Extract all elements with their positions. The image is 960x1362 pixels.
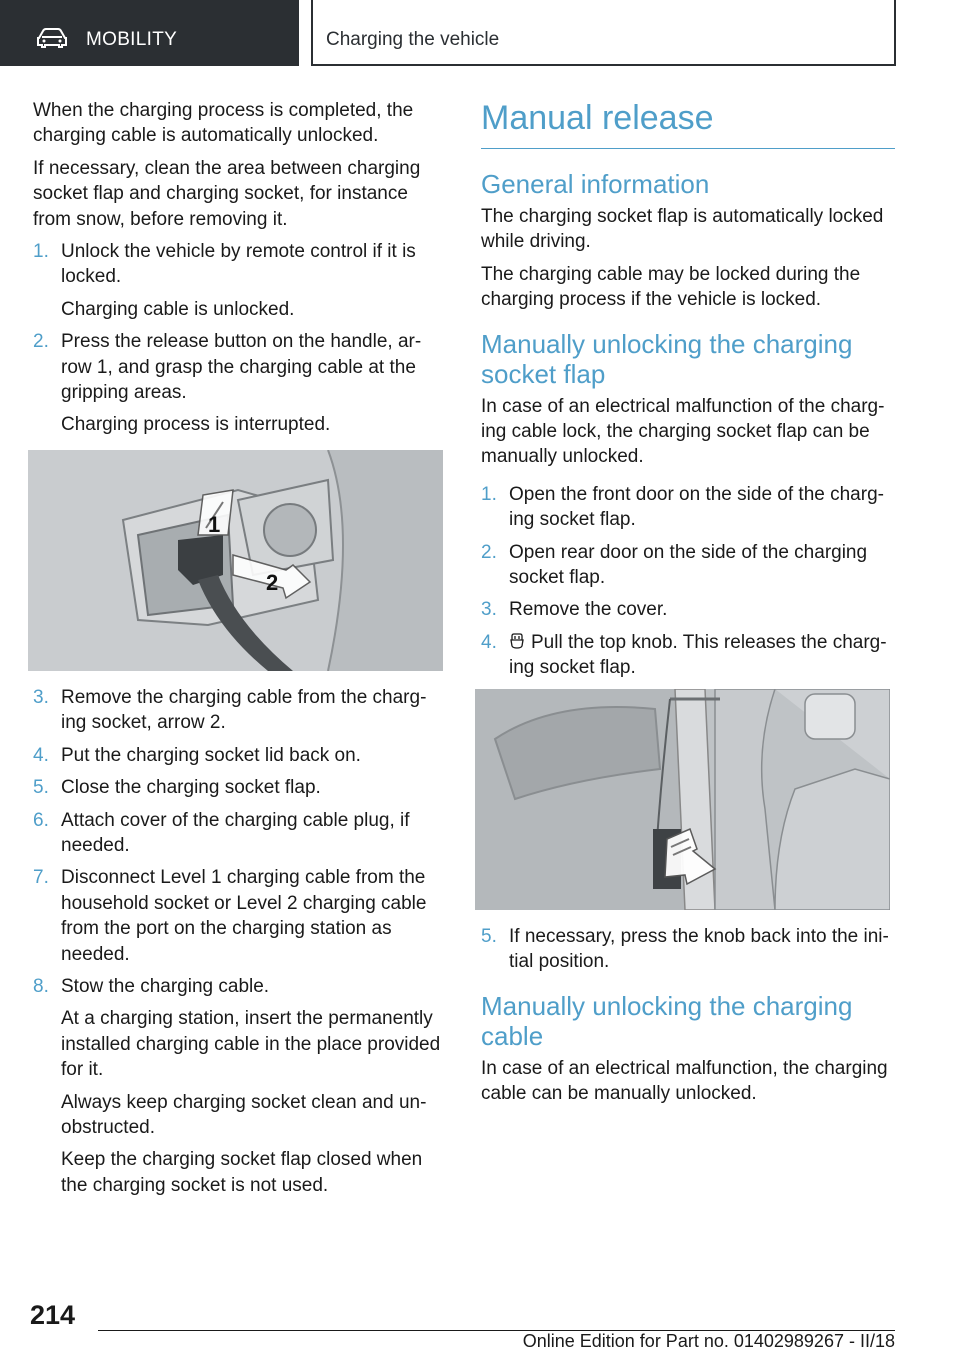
arrow-label-2: 2 <box>266 569 279 595</box>
step-text: Disconnect Level 1 charging cable from the household socket or Level 2 charging cable from the port on the charging station as needed. <box>61 867 427 965</box>
knob-illustration <box>475 689 890 910</box>
step-text: Open the front door on the side of the charg‐ ing socket flap. <box>509 483 884 531</box>
step-number: 5. <box>33 777 49 799</box>
step-text: Stow the charging cable. <box>61 975 270 997</box>
charging-socket-illustration <box>28 450 443 671</box>
section-heading: Manually unlocking the charging socket flap <box>481 328 853 389</box>
step-text: If necessary, press the knob back into the ini‐ tial position. <box>509 925 889 973</box>
chapter-title: Manual release <box>481 98 895 149</box>
socket-flap-icon <box>509 632 525 650</box>
paragraph: In case of an electrical malfunction of the charg‐ ing cable lock, the charging socket flap can be manually unlocked. <box>481 395 885 468</box>
step-number: 7. <box>33 867 49 889</box>
list-item <box>33 685 443 736</box>
knob-figure <box>475 689 890 910</box>
page-number: 214 <box>30 1300 76 1330</box>
category-label: MOBILITY <box>86 29 178 50</box>
step-number: 6. <box>33 809 49 831</box>
step-number: 4. <box>481 631 497 653</box>
paragraph: When the charging process is completed, the charging cable is automatically unlocked. <box>33 100 414 147</box>
step-number: 3. <box>33 686 49 708</box>
step-note: Always keep charging socket clean and un‐ obstructed. <box>61 1091 427 1138</box>
list-item <box>481 482 895 533</box>
paragraph: The charging cable may be locked during the charging process if the vehicle is locked. <box>481 263 861 311</box>
edition-info: Online Edition for Part no. 01402989267 - II/18 <box>522 1331 895 1351</box>
list-item <box>481 597 895 622</box>
list-item <box>33 865 443 967</box>
list-item <box>33 743 443 768</box>
step-number: 8. <box>33 975 49 997</box>
list-item <box>33 974 443 1198</box>
step-number: 4. <box>33 744 49 766</box>
step-number: 2. <box>481 541 497 563</box>
step-result: Charging process is interrupted. <box>61 414 331 436</box>
right-column <box>481 98 895 1113</box>
step-text: Remove the charging cable from the charg‐ ing socket, arrow 2. <box>61 686 427 734</box>
arrow-label-1: 1 <box>208 511 221 537</box>
section-tab <box>311 0 896 66</box>
step-number: 1. <box>33 241 49 263</box>
section-heading: General information <box>481 169 710 199</box>
step-result: Charging cable is unlocked. <box>61 298 295 320</box>
car-icon <box>36 28 68 48</box>
charging-socket-figure <box>28 450 443 671</box>
paragraph: The charging socket flap is automatically locked while driving. <box>481 206 884 253</box>
step-number: 1. <box>481 483 497 505</box>
step-number: 5. <box>481 925 497 947</box>
list-item <box>33 808 443 859</box>
step-text: Pull the top knob. This releases the charg‐ ing socket flap. <box>509 631 887 679</box>
list-item <box>481 924 895 975</box>
step-text: Open rear door on the side of the charging socket flap. <box>509 541 868 589</box>
step-text: Press the release button on the handle, ar‐ row 1, and grasp the charging cable at the gripping areas. <box>61 331 422 404</box>
step-text: Close the charging socket flap. <box>61 777 321 799</box>
category-tab <box>0 0 299 66</box>
section-heading: Manually unlocking the charging cable <box>481 990 853 1051</box>
list-item <box>33 329 443 438</box>
list-item <box>33 239 443 322</box>
list-item <box>481 540 895 591</box>
page-header <box>0 0 960 66</box>
list-item <box>481 630 895 681</box>
step-number: 2. <box>33 331 49 353</box>
step-number: 3. <box>481 599 497 621</box>
step-text: Attach cover of the charging cable plug, if needed. <box>61 809 410 856</box>
paragraph: In case of an electrical malfunction, the charging cable can be manually unlocked. <box>481 1057 888 1104</box>
list-item <box>33 775 443 800</box>
section-title: Charging the vehicle <box>326 29 500 50</box>
left-column <box>33 98 443 1205</box>
step-note: At a charging station, insert the permanently installed charging cable in the place provided for it. <box>61 1008 441 1081</box>
step-note: Keep the charging socket flap closed when the charging socket is not used. <box>61 1149 423 1196</box>
step-text: Remove the cover. <box>509 599 668 621</box>
step-text: Put the charging socket lid back on. <box>61 744 361 766</box>
step-text: Unlock the vehicle by remote control if it is locked. <box>61 241 416 288</box>
paragraph: If necessary, clean the area between charging socket flap and charging socket, for instance from snow, before removing it. <box>33 157 421 230</box>
